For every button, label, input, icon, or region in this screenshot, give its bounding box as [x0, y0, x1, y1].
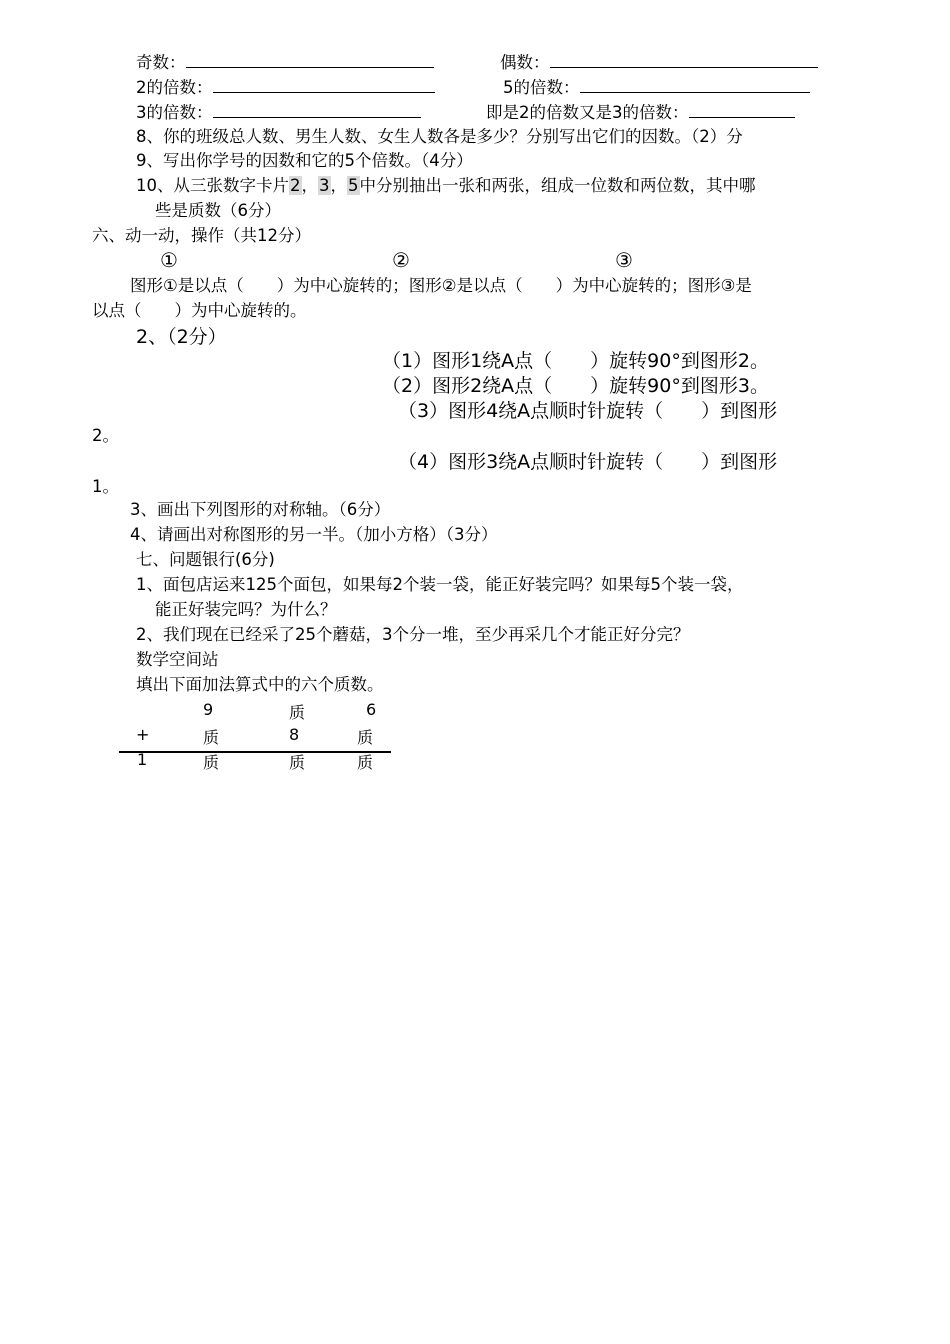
answer-blank[interactable]: [213, 102, 421, 118]
fill-row-multiples-2-and-3: [486, 102, 795, 123]
puzzle-cell: 9: [203, 700, 214, 719]
puzzle-cell[interactable]: 质: [203, 753, 220, 772]
question-2-item-4: （4）图形3绕A点顺时针旋转（ ）到图形: [398, 451, 778, 473]
answer-blank[interactable]: [213, 77, 435, 93]
fill-label: 2的倍数：: [136, 78, 213, 97]
puzzle-cell[interactable]: 质: [357, 753, 374, 772]
question-2-title: 2、（2分）: [136, 326, 227, 348]
fill-label: 即是2的倍数又是3的倍数：: [486, 103, 689, 122]
puzzle-cell: 1: [137, 750, 148, 769]
answer-blank[interactable]: [689, 102, 795, 118]
fill-label: 3的倍数：: [136, 103, 213, 122]
fill-label: 5的倍数：: [503, 78, 580, 97]
answer-blank[interactable]: [550, 52, 818, 68]
question-8: 8、你的班级总人数、男生人数、女生人数各是多少？分别写出它们的因数。（2）分: [136, 127, 743, 146]
fill-label: 奇数：: [136, 53, 186, 72]
question-10-prefix: 10、从三张数字卡片: [136, 176, 289, 195]
question-2-item-2: （2）图形2绕A点（ ）旋转90°到图形3。: [382, 375, 769, 397]
space-station-instruction: 填出下面加法算式中的六个质数。: [136, 675, 384, 694]
rotation-question-line-2: 以点（ ）为中心旋转的。: [92, 301, 307, 320]
question-9: 9、写出你学号的因数和它的5个倍数。（4分）: [136, 151, 473, 170]
question-4: 4、请画出对称图形的另一半。（加小方格）（3分）: [130, 525, 498, 544]
question-2-item-3: （3）图形4绕A点顺时针旋转（ ）到图形: [398, 400, 778, 422]
fill-row-multiples-5: [503, 77, 810, 98]
number-card: 5: [348, 176, 359, 195]
section-6-title: 六、动一动，操作（共12分）: [92, 226, 311, 245]
problem-1-line-1: 1、面包店运来125个面包，如果每2个装一袋，能正好装完吗？如果每5个装一袋，: [136, 575, 744, 594]
fill-row-even: [500, 52, 818, 73]
answer-blank[interactable]: [186, 52, 434, 68]
fill-row-multiples-3: [136, 102, 421, 123]
problem-2: 2、我们现在已经采了25个蘑菇，3个分一堆，至少再采几个才能正好分完？: [136, 625, 690, 644]
number-card: 3: [319, 176, 330, 195]
section-7-title: 七、问题银行(6分): [136, 550, 275, 569]
question-10-suffix: 中分别抽出一张和两张，组成一位数和两位数，其中哪: [359, 176, 756, 195]
figure-label-3: ③: [615, 248, 633, 272]
fill-label: 偶数：: [500, 53, 550, 72]
answer-blank[interactable]: [580, 77, 810, 93]
plus-sign: +: [136, 725, 150, 744]
figure-label-1: ①: [160, 248, 178, 272]
question-3: 3、画出下列图形的对称轴。（6分）: [130, 500, 391, 519]
fill-row-odd: [136, 52, 434, 73]
problem-1-line-2: 能正好装完吗？为什么？: [155, 600, 337, 619]
question-2-item-3-wrap: 2。: [92, 426, 119, 445]
question-10: 10、从三张数字卡片2，3，5中分别抽出一张和两张，组成一位数和两位数，其中哪: [136, 176, 756, 195]
puzzle-cell: 8: [289, 725, 300, 744]
puzzle-cell[interactable]: 质: [289, 753, 306, 772]
fill-row-multiples-2: [136, 77, 435, 98]
space-station-title: 数学空间站: [136, 650, 219, 669]
sum-line: [119, 751, 391, 753]
puzzle-cell[interactable]: 质: [289, 703, 306, 722]
question-10-line-2: 些是质数（6分）: [155, 201, 281, 220]
figure-label-2: ②: [392, 248, 410, 272]
question-2-item-4-wrap: 1。: [92, 477, 119, 496]
question-2-item-1: （1）图形1绕A点（ ）旋转90°到图形2。: [382, 350, 769, 372]
puzzle-cell[interactable]: 质: [357, 728, 374, 747]
puzzle-cell[interactable]: 质: [203, 728, 220, 747]
puzzle-cell: 6: [366, 700, 377, 719]
rotation-question-line-1: 图形①是以点（ ）为中心旋转的；图形②是以点（ ）为中心旋转的；图形③是: [130, 276, 752, 295]
number-card: 2: [290, 176, 301, 195]
